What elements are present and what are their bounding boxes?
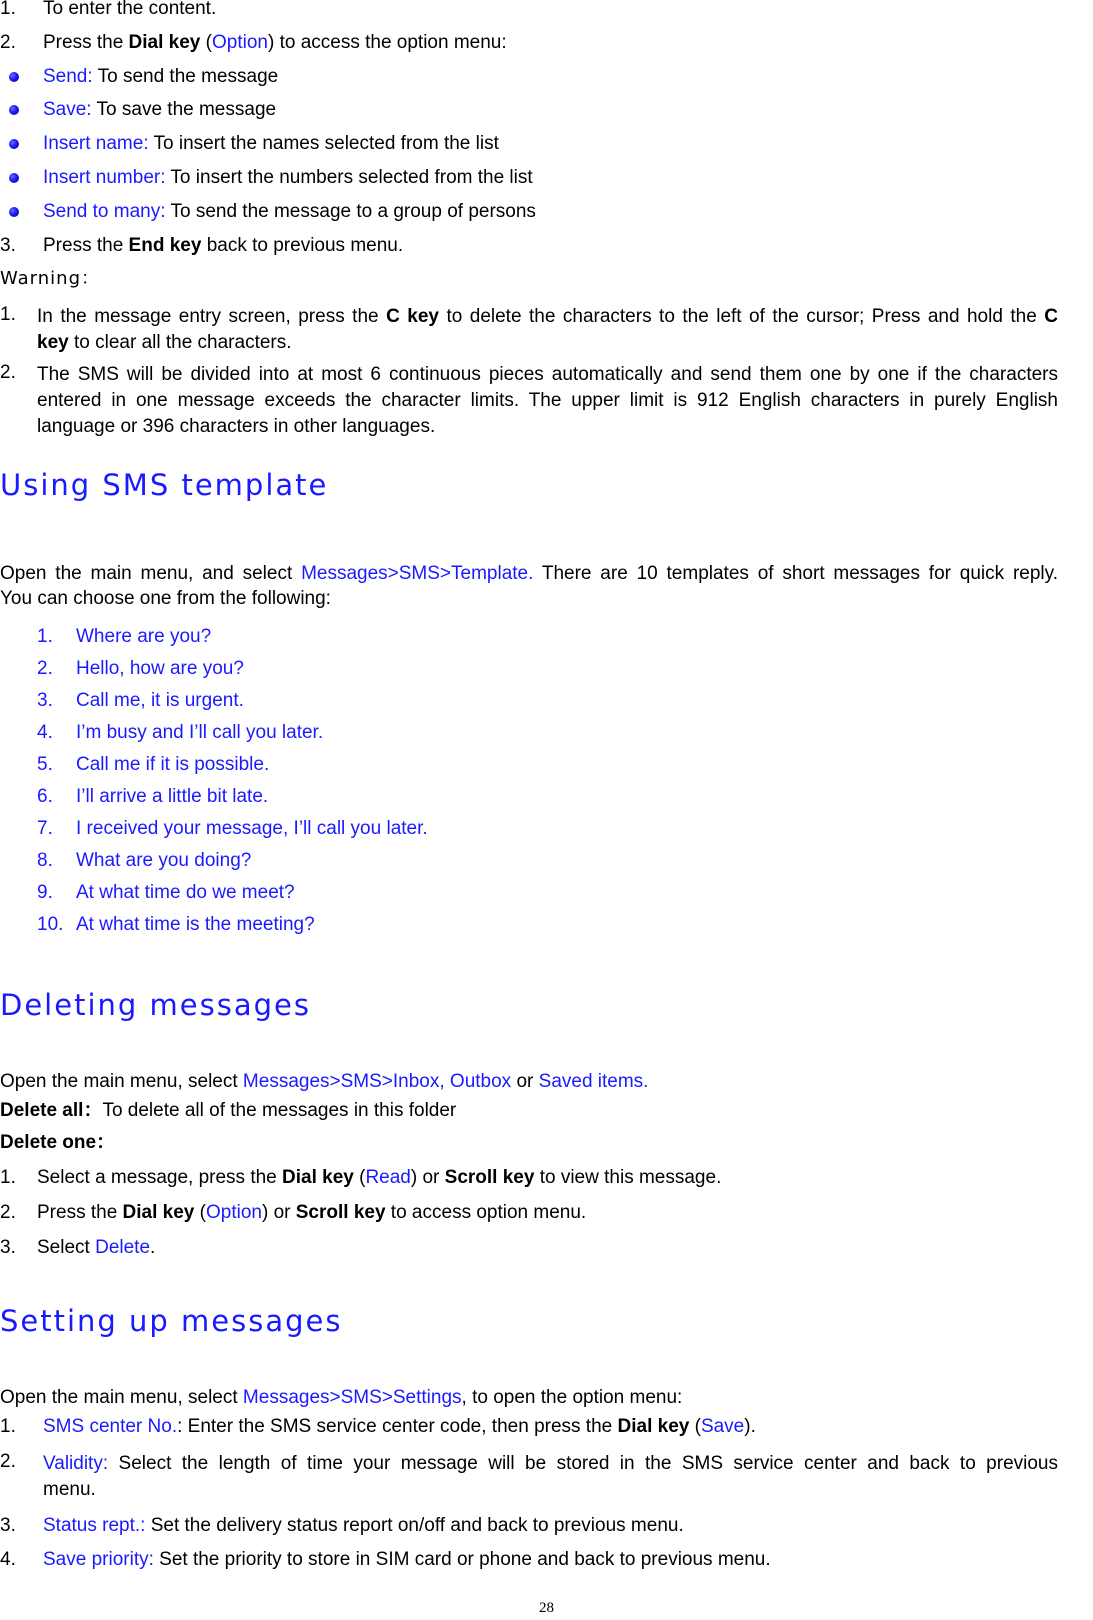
key-label: key	[37, 332, 69, 353]
option-desc: To save the message	[91, 99, 277, 120]
option-label: Save priority:	[43, 1549, 154, 1570]
dial-key-label: Dial key	[122, 1202, 195, 1223]
option-desc: To send the message	[92, 66, 279, 87]
item-text: I’m busy and I’ll call you later.	[76, 722, 324, 743]
item-number: 8.	[37, 850, 53, 871]
option-label: Status rept.:	[43, 1515, 146, 1536]
step-number: 3.	[0, 1237, 16, 1258]
item-number: 10.	[37, 914, 64, 935]
option-label: Insert number:	[43, 167, 166, 188]
item-number: 1.	[0, 304, 16, 325]
item-number: 3.	[0, 1515, 16, 1536]
item-text: What are you doing?	[76, 850, 252, 871]
menu-path: Messages>SMS>Settings	[242, 1387, 462, 1408]
item-number: 6.	[37, 786, 53, 807]
delete-all-line	[0, 1100, 1093, 1122]
dial-key-label: Dial key	[128, 32, 201, 53]
item-number: 2.	[37, 658, 53, 679]
text-line: The SMS will be divided into at most 6 continuous pieces automatically and send them one by one if the characters	[37, 364, 1058, 385]
separator: ：	[83, 1100, 103, 1121]
text-run: to clear all the characters.	[68, 332, 292, 353]
option-link: Option	[211, 32, 268, 53]
text-run: (	[353, 1167, 366, 1188]
text-run: or	[511, 1071, 539, 1092]
item-text: I received your message, I’ll call you later.	[76, 818, 428, 839]
c-key-label: C key	[386, 306, 439, 327]
item-number: 5.	[37, 754, 53, 775]
option-label: Send:	[43, 66, 93, 87]
text-run: Press the	[43, 32, 129, 53]
end-key-label: End key	[128, 235, 202, 256]
delete-all-label: Delete all	[0, 1100, 84, 1121]
item-number: 2.	[0, 362, 16, 383]
warning-item-2	[0, 362, 1093, 438]
option-desc: To insert the names selected from the list	[148, 133, 499, 154]
menu-path: Messages>SMS>Template.	[301, 563, 534, 584]
text-run: ) or	[410, 1167, 445, 1188]
option-label: Save:	[43, 99, 92, 120]
text-run: (	[689, 1416, 701, 1437]
text-run: ) to access the option menu:	[267, 32, 507, 53]
step-number: 1.	[0, 1167, 16, 1188]
text-run: to view this message.	[534, 1167, 722, 1188]
step-number: 1.	[0, 0, 16, 19]
heading-deleting-messages: Deleting messages	[0, 988, 311, 1022]
template-intro	[0, 563, 1093, 585]
text-run: to delete the characters to the left of the cursor; Press and hold the	[438, 306, 1045, 327]
text-run: Press the	[43, 235, 129, 256]
option-link: Read	[365, 1167, 411, 1188]
option-link: Delete	[95, 1237, 151, 1258]
menu-path: Messages>SMS>Inbox, Outbox	[242, 1071, 512, 1092]
text-run: to access option menu.	[385, 1202, 587, 1223]
delete-one-label: Delete one	[0, 1132, 97, 1153]
option-link: Option	[205, 1202, 262, 1223]
text-run: In the message entry screen, press the	[37, 306, 387, 327]
option-link: Save	[700, 1416, 745, 1437]
settings-intro	[0, 1387, 1093, 1409]
text-run: Select	[37, 1237, 96, 1258]
text-run: ).	[744, 1416, 756, 1437]
item-number: 4.	[37, 722, 53, 743]
scroll-key-label: Scroll key	[444, 1167, 535, 1188]
bullet-icon	[9, 173, 19, 183]
item-text: Hello, how are you?	[76, 658, 244, 679]
warning-title: Warning：	[0, 268, 101, 289]
settings-item-2	[0, 1451, 1093, 1503]
c-key-label: C	[1044, 306, 1058, 327]
separator: ：	[96, 1132, 116, 1153]
option-label: Validity:	[43, 1453, 109, 1474]
warning-item-1	[0, 304, 1093, 352]
bullet-icon	[9, 105, 19, 115]
step-text: To enter the content.	[43, 0, 217, 19]
text-run: There are 10 templates of short messages for quick reply.	[533, 563, 1058, 584]
item-text: Where are you?	[76, 626, 212, 647]
delete-one-line	[0, 1132, 1093, 1154]
text-run: (	[200, 32, 212, 53]
item-number: 7.	[37, 818, 53, 839]
step-number: 2.	[0, 1202, 16, 1223]
dial-key-label: Dial key	[617, 1416, 690, 1437]
item-number: 1.	[0, 1416, 16, 1437]
option-desc: To send the message to a group of persons	[165, 201, 536, 222]
step-number: 3.	[0, 235, 16, 256]
text-run: Open the main menu, select	[0, 1071, 243, 1092]
heading-using-sms-template: Using SMS template	[0, 468, 329, 502]
text-run: Set the priority to store in SIM card or phone and back to previous menu.	[153, 1549, 771, 1570]
item-text: At what time is the meeting?	[76, 914, 315, 935]
text-run: Select a message, press the	[37, 1167, 283, 1188]
text-run: Select the length of time your message will be stored in the SMS service center and back to previous	[108, 1453, 1058, 1474]
option-label: Send to many:	[43, 201, 166, 222]
step-text	[43, 32, 1093, 54]
text-run: Open the main menu, select	[0, 1387, 243, 1408]
dial-key-label: Dial key	[282, 1167, 354, 1188]
item-number: 1.	[37, 626, 53, 647]
text-run: back to previous menu.	[201, 235, 404, 256]
text-run: Open the main menu, and select	[0, 563, 302, 584]
template-intro-2: You can choose one from the following:	[0, 588, 331, 609]
text-run: Set the delivery status report on/off and back to previous menu.	[145, 1515, 684, 1536]
text-run: : Enter the SMS service center code, then press the	[177, 1416, 618, 1437]
step-number: 2.	[0, 32, 16, 53]
item-number: 9.	[37, 882, 53, 903]
option-desc: To insert the numbers selected from the list	[165, 167, 533, 188]
item-text: Call me, it is urgent.	[76, 690, 244, 711]
delete-all-desc: To delete all of the messages in this folder	[102, 1100, 457, 1121]
text-line: entered in one message exceeds the character limits. The upper limit is 912 English characters in purely English	[37, 390, 1058, 411]
item-number: 4.	[0, 1549, 16, 1570]
bullet-icon	[9, 139, 19, 149]
delete-intro	[0, 1071, 1093, 1093]
item-text: Call me if it is possible.	[76, 754, 270, 775]
text-run: Press the	[37, 1202, 123, 1223]
text-run: , to open the option menu:	[461, 1387, 683, 1408]
heading-setting-up-messages: Setting up messages	[0, 1304, 343, 1338]
item-number: 3.	[37, 690, 53, 711]
page-number: 28	[539, 1600, 554, 1616]
text-run: ) or	[261, 1202, 296, 1223]
text-line: language or 396 characters in other languages.	[37, 416, 436, 437]
text-run: .	[150, 1237, 156, 1258]
text-line: menu.	[43, 1479, 96, 1500]
item-text: I’ll arrive a little bit late.	[76, 786, 269, 807]
item-number: 2.	[0, 1451, 16, 1472]
item-text: At what time do we meet?	[76, 882, 295, 903]
option-label: Insert name:	[43, 133, 149, 154]
scroll-key-label: Scroll key	[295, 1202, 386, 1223]
bullet-icon	[9, 72, 19, 82]
bullet-icon	[9, 207, 19, 217]
menu-path: Saved items.	[538, 1071, 649, 1092]
text-run: (	[194, 1202, 206, 1223]
option-label: SMS center No.	[43, 1416, 178, 1437]
